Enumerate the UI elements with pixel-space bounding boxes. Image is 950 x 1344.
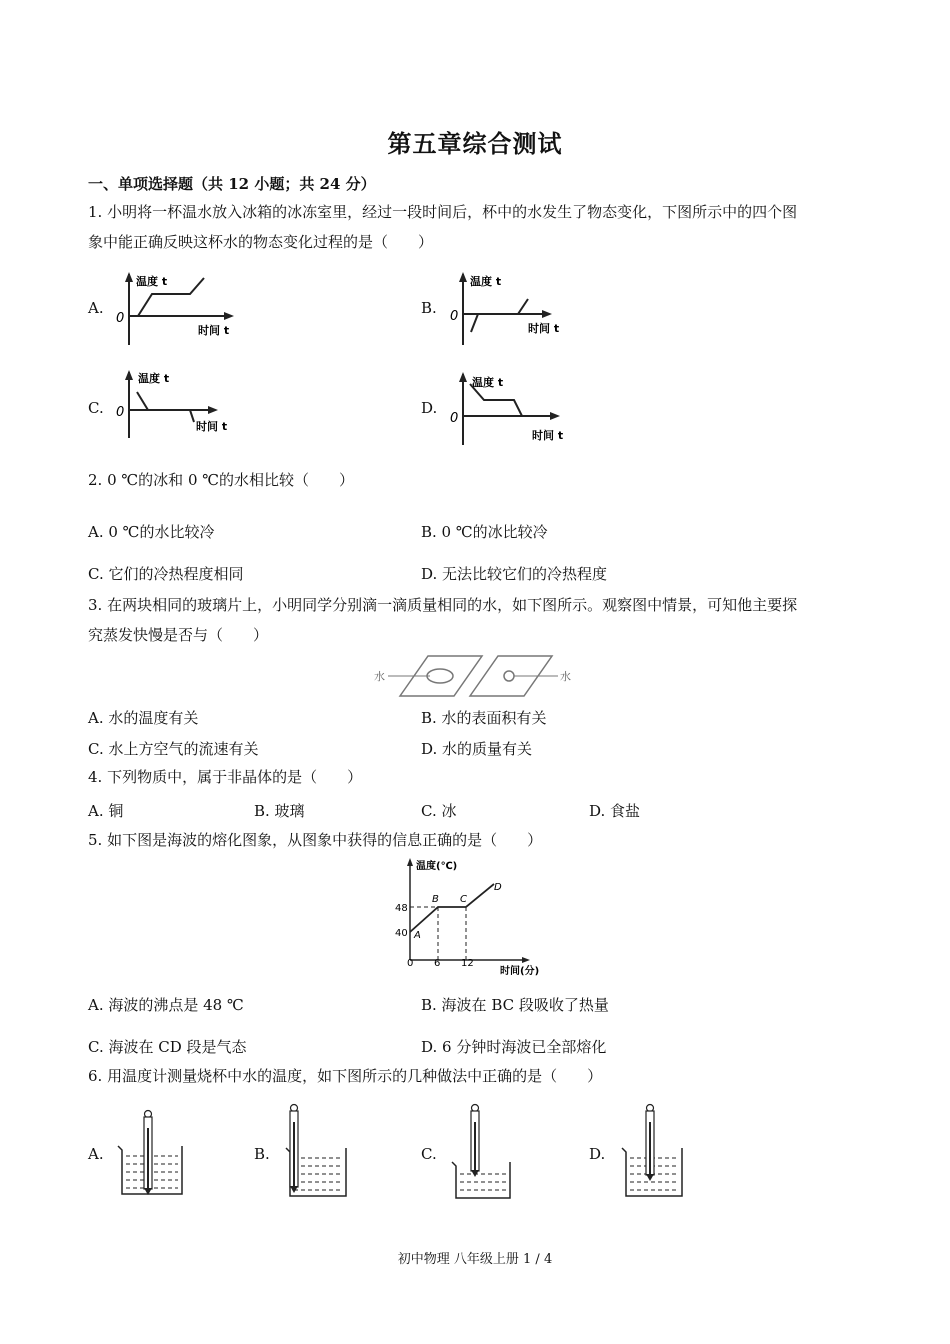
q4-option-b[interactable]: B. 玻璃: [254, 802, 305, 820]
q5-melting-graph: [390, 856, 550, 978]
q1-option-a-label: A.: [88, 299, 104, 317]
q3-option-c[interactable]: C. 水上方空气的流速有关: [88, 740, 259, 758]
x-axis-label: 时间 t: [198, 324, 230, 337]
q6-option-b-label: B.: [254, 1145, 270, 1163]
beaker: [452, 1162, 510, 1198]
q1-option-b-label: B.: [421, 299, 437, 317]
page-footer: 初中物理 八年级上册 1 / 4: [397, 1252, 553, 1267]
x-axis-arrow: [550, 412, 560, 420]
q1-option-d-label: D.: [421, 399, 438, 417]
section-heading: 一、单项选择题（共 12 小题；共 24 分）: [88, 175, 376, 193]
q2-option-b[interactable]: B. 0 ℃的冰比较冷: [421, 523, 548, 541]
water-drop-small: [504, 671, 514, 681]
q1-option-c-label: C.: [88, 399, 104, 417]
point-a: A: [414, 930, 421, 941]
q1-graph-c: [112, 368, 252, 443]
q3-option-b[interactable]: B. 水的表面积有关: [421, 709, 547, 727]
q6-option-c-label: C.: [421, 1145, 437, 1163]
xtick-6: 6: [434, 958, 441, 969]
origin-label: 0: [116, 311, 125, 326]
q6-option-a-label: A.: [88, 1145, 104, 1163]
point-b: B: [432, 894, 439, 905]
q6-beaker-c: [448, 1102, 528, 1202]
x-axis-label: 时间(分): [500, 966, 540, 977]
q5-option-d[interactable]: D. 6 分钟时海波已全部熔化: [421, 1038, 607, 1056]
x-axis-label: 时间 t: [528, 322, 560, 335]
page-title: 第五章综合测试: [387, 129, 563, 158]
water-label-left: 水: [374, 670, 385, 683]
q6-option-d-label: D.: [589, 1145, 606, 1163]
q6-beaker-d: [616, 1102, 696, 1202]
q4-option-c[interactable]: C. 冰: [421, 802, 457, 820]
stem-line: 3. 在两块相同的玻璃片上，小明同学分别滴一滴质量相同的水，如下图所示。观察图中情景，可知他主要探: [88, 596, 798, 614]
water-label-right: 水: [560, 670, 571, 683]
xtick-12: 12: [461, 958, 474, 969]
x-axis-arrow: [224, 312, 234, 320]
q1-graph-b: [446, 270, 586, 350]
stem-line: 究蒸发快慢是否与（ ）: [88, 626, 269, 644]
q2-option-a[interactable]: A. 0 ℃的水比较冷: [88, 523, 215, 541]
stem-line: 象中能正确反映这杯水的物态变化过程的是（ ）: [88, 233, 434, 251]
x-axis-label: 时间 t: [532, 429, 564, 442]
question-1-stem: [88, 197, 878, 257]
q6-beaker-b: [280, 1102, 360, 1202]
y-axis-label: 温度 t: [470, 275, 502, 288]
stem-line: 1. 小明将一杯温水放入冰箱的冰冻室里，经过一段时间后，杯中的水发生了物态变化，下图所示中的四个图: [88, 203, 798, 221]
ytick-48: 48: [395, 903, 408, 914]
x-axis-label: 时间 t: [196, 420, 228, 433]
y-axis-label: 温度 t: [138, 372, 170, 385]
q3-option-d[interactable]: D. 水的质量有关: [421, 740, 533, 758]
y-axis-arrow: [459, 272, 467, 282]
q2-option-c[interactable]: C. 它们的冷热程度相同: [88, 565, 244, 583]
origin-label: 0: [450, 309, 459, 324]
question-5-stem: 5. 如下图是海波的熔化图象，从图象中获得的信息正确的是（ ）: [88, 831, 543, 849]
y-axis-arrow: [459, 372, 467, 382]
point-d: D: [494, 882, 502, 893]
y-axis-label: 温度 t: [136, 275, 168, 288]
q3-option-a[interactable]: A. 水的温度有关: [88, 709, 199, 727]
q5-option-c[interactable]: C. 海波在 CD 段是气态: [88, 1038, 247, 1056]
origin-label: 0: [450, 411, 459, 426]
y-axis-label: 温度(℃): [416, 861, 458, 872]
x-axis-arrow: [522, 957, 530, 963]
y-axis-arrow: [407, 858, 413, 866]
x-axis-arrow: [542, 310, 552, 318]
curve: [137, 392, 194, 422]
q4-option-a[interactable]: A. 铜: [88, 802, 124, 820]
x-axis-arrow: [208, 406, 218, 414]
point-c: C: [460, 894, 467, 905]
y-axis-arrow: [125, 272, 133, 282]
curve: [471, 299, 528, 332]
y-axis-arrow: [125, 370, 133, 380]
origin-label: 0: [116, 405, 125, 420]
water-drop-large: [427, 669, 453, 683]
thermometer-bulb: [646, 1174, 654, 1181]
question-3-stem: [88, 590, 878, 650]
q3-figure-glass-plates: [370, 652, 580, 702]
q1-graph-d: [446, 370, 586, 450]
q2-option-d[interactable]: D. 无法比较它们的冷热程度: [421, 565, 608, 583]
question-6-stem: 6. 用温度计测量烧杯中水的温度，如下图所示的几种做法中正确的是（ ）: [88, 1067, 603, 1085]
q6-beaker-a: [112, 1108, 192, 1200]
q5-option-b[interactable]: B. 海波在 BC 段吸收了热量: [421, 996, 609, 1014]
question-2-stem: 2. 0 ℃的冰和 0 ℃的水相比较（ ）: [88, 471, 355, 489]
ytick-40: 40: [395, 928, 408, 939]
q5-option-a[interactable]: A. 海波的沸点是 48 ℃: [88, 996, 244, 1014]
y-axis-label: 温度 t: [472, 376, 504, 389]
melting-curve: [410, 884, 494, 932]
xtick-0: 0: [407, 958, 414, 969]
q4-option-d[interactable]: D. 食盐: [589, 802, 641, 820]
question-4-stem: 4. 下列物质中，属于非晶体的是（ ）: [88, 768, 363, 786]
q1-graph-a: [112, 270, 252, 350]
